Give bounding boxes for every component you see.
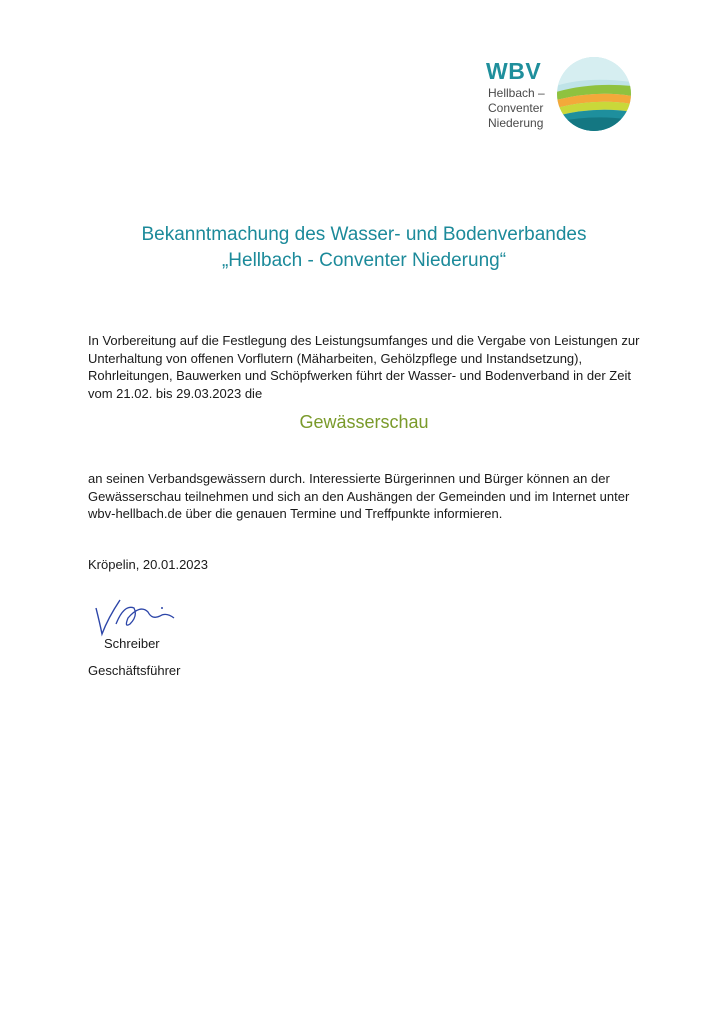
signer-role: Geschäftsführer xyxy=(88,663,181,678)
logo-line-1: Hellbach – xyxy=(488,86,545,100)
logo-line-2: Conventer xyxy=(488,101,544,115)
handwritten-signature xyxy=(90,594,190,640)
details-paragraph: an seinen Verbandsgewässern durch. Interessierte Bürgerinnen und Bürger können an der Gewässerschau teilnehmen und sich an den Aushängen der Gemeinden und im Internet unter wbv-hellbach.de über die genauen Termine und Treffpunkte informieren. xyxy=(88,471,630,521)
event-title: Gewässerschau xyxy=(299,412,429,432)
title-line-2: „Hellbach - Conventer Niederung“ xyxy=(221,250,507,271)
logo-wordmark: WBV xyxy=(486,58,542,84)
intro-paragraph: In Vorbereitung auf die Festlegung des Leistungsumfanges und die Vergabe von Leistungen zur Unterhaltung von offenen Vorflutern (Mäharbeiten, Gehölzpflege und Instandsetzung), Rohrleitungen, Bauwerken und Schöpfwerken führt der Wasser- und Bodenverband in der Zeit vom 21.02. bis 29.03.2023 die xyxy=(88,333,640,401)
title-line-1: Bekanntmachung des Wasser- und Bodenverbandes xyxy=(141,224,587,245)
wbv-logo xyxy=(476,48,652,148)
place-date: Kröpelin, 20.01.2023 xyxy=(88,557,208,572)
logo-line-3: Niederung xyxy=(488,116,544,130)
page-title xyxy=(0,222,728,274)
logo-landscape-icon xyxy=(556,56,632,132)
signer-name: Schreiber xyxy=(104,636,160,651)
